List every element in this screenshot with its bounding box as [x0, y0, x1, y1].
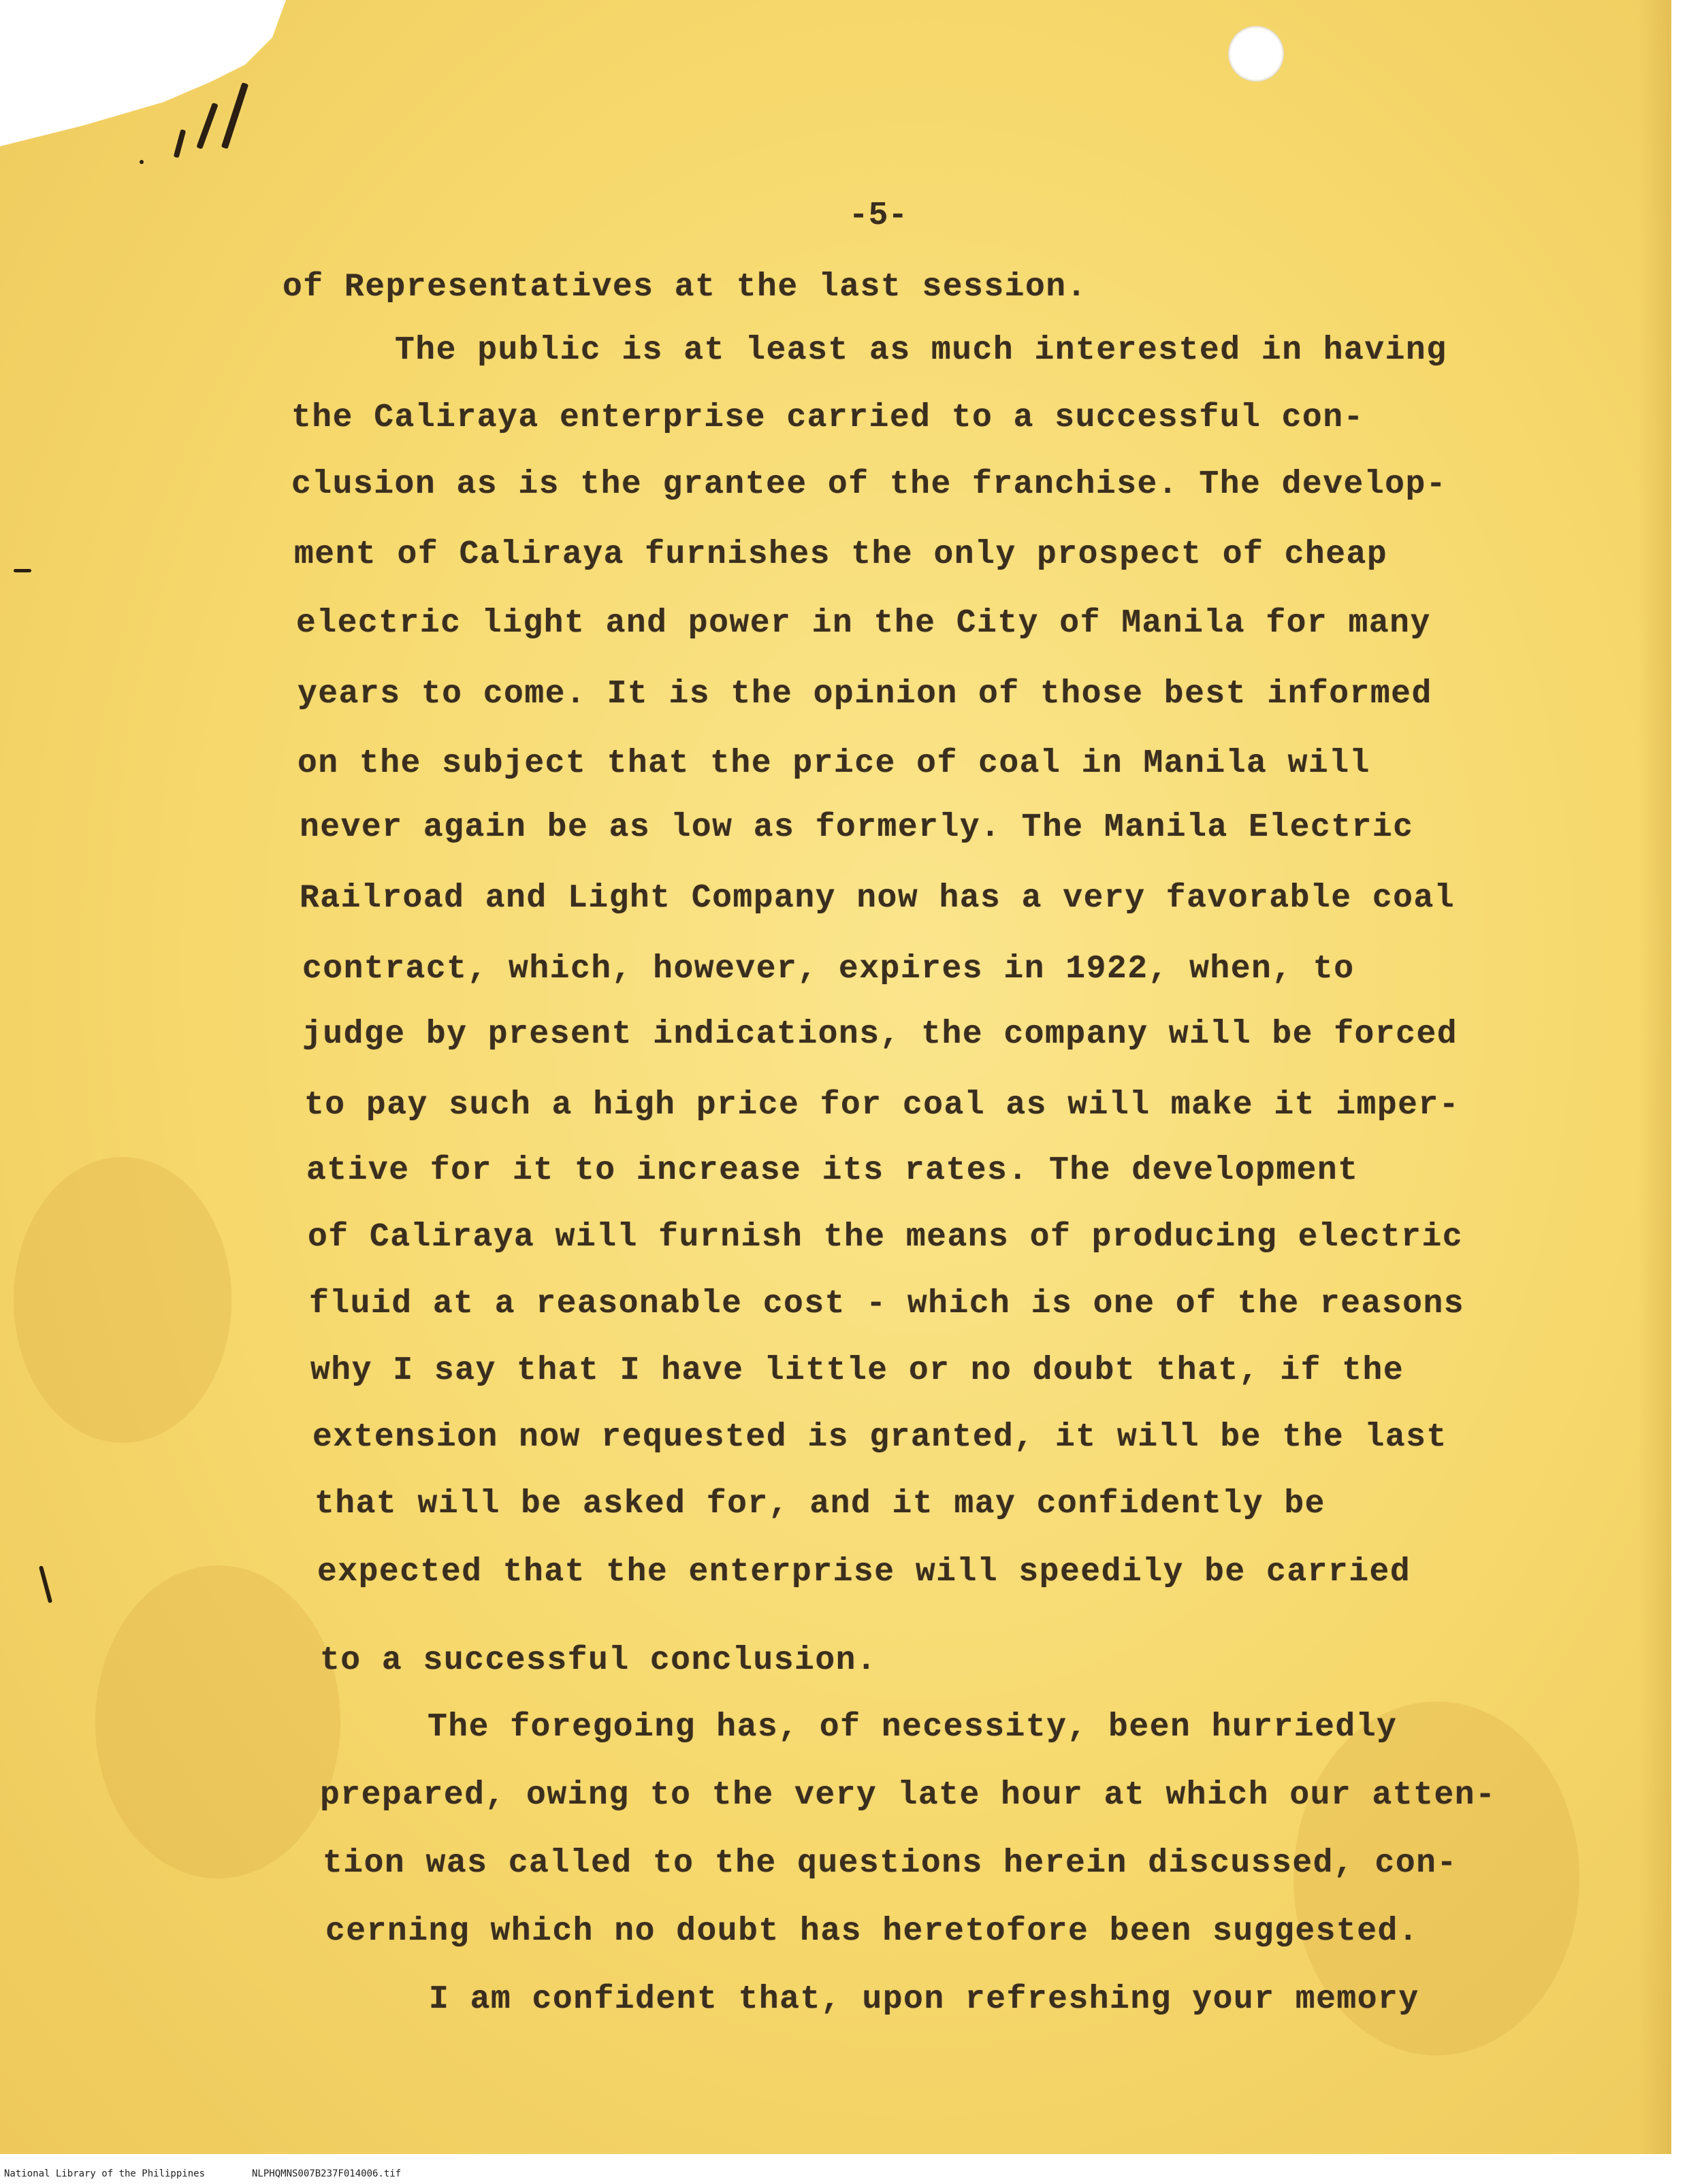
text-line: clusion as is the grantee of the franchise. The develop- [291, 466, 1447, 503]
text-line: fluid at a reasonable cost - which is one of the reasons [309, 1286, 1465, 1322]
text-line: of Caliraya will furnish the means of producing electric [308, 1219, 1464, 1256]
text-line: of Representatives at the last session. [283, 269, 1087, 306]
text-line: the Caliraya enterprise carried to a successful con- [291, 400, 1364, 436]
text-line: on the subject that the price of coal in Manila will [298, 745, 1370, 782]
text-line: cerning which no doubt has heretofore been suggested. [325, 1913, 1419, 1950]
text-line: expected that the enterprise will speedily be carried [317, 1554, 1411, 1591]
page-number: -5- [848, 197, 908, 234]
text-line: prepared, owing to the very late hour at which our atten- [320, 1777, 1496, 1814]
text-line: Railroad and Light Company now has a very favorable coal [300, 880, 1456, 917]
text-line: that will be asked for, and it may confidently be [315, 1486, 1325, 1522]
text-line: contract, which, however, expires in 1922, when, to [302, 951, 1355, 988]
text-line: extension now requested is granted, it will be the last [312, 1419, 1447, 1456]
text-line: years to come. It is the opinion of those best informed [298, 676, 1432, 713]
text-line: why I say that I have little or no doubt that, if the [310, 1352, 1404, 1389]
text-line: electric light and power in the City of Manila for many [296, 605, 1431, 642]
text-line: The foregoing has, of necessity, been hurriedly [428, 1709, 1398, 1746]
text-line: I am confident that, upon refreshing your memory [429, 1981, 1419, 2018]
text-line: tion was called to the questions herein discussed, con- [323, 1845, 1458, 1882]
text-line: ative for it to increase its rates. The development [306, 1152, 1359, 1189]
text-line: The public is at least as much interested in having [395, 332, 1447, 369]
text-line: to a successful conclusion. [320, 1642, 878, 1679]
text-line: judge by present indications, the company will be forced [302, 1016, 1458, 1053]
footer-source: National Library of the Philippines [4, 2168, 206, 2179]
text-line: ment of Caliraya furnishes the only prospect of cheap [294, 536, 1388, 573]
text-line: never again be as low as formerly. The Manila Electric [300, 809, 1414, 846]
text-line: to pay such a high price for coal as will make it imper- [304, 1087, 1460, 1124]
footer-file-id: NLPHQMNS007B237F014006.tif [252, 2168, 402, 2179]
